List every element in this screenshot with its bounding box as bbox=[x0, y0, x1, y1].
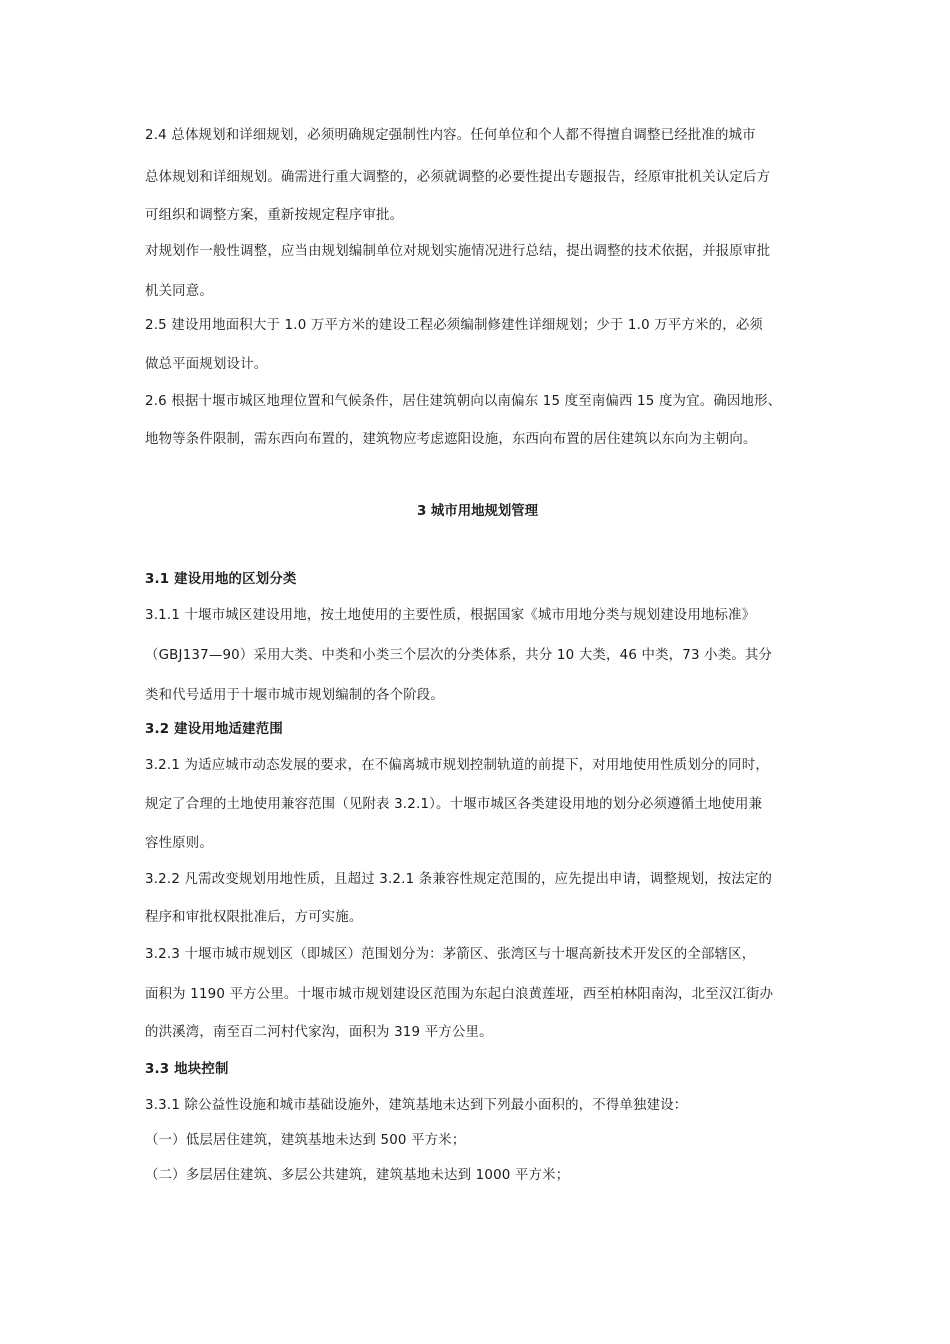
paragraph-2-4-line-3: 可组织和调整方案，重新按规定程序审批。 bbox=[145, 208, 404, 223]
paragraph-2-6-line-2: 地物等条件限制，需东西向布置的，建筑物应考虑遮阳设施，东西向布置的居住建筑以东向为主朝向。 bbox=[145, 432, 757, 447]
section-3-1-heading: 3.1 建设用地的区划分类 bbox=[145, 572, 297, 587]
section-3-3-heading: 3.3 地块控制 bbox=[145, 1062, 229, 1077]
paragraph-3-2-1-line-3: 容性原则。 bbox=[145, 836, 213, 851]
paragraph-3-2-1-line-1: 3.2.1 为适应城市动态发展的要求，在不偏离城市规划控制轨道的前提下，对用地使用性质划分的同时， bbox=[145, 758, 769, 773]
paragraph-3-2-2-line-2: 程序和审批权限批准后，方可实施。 bbox=[145, 910, 363, 925]
paragraph-3-2-2-line-1: 3.2.2 凡需改变规划用地性质，且超过 3.2.1 条兼容性规定范围的，应先提出申请，调整规划，按法定的 bbox=[145, 872, 773, 887]
paragraph-2-4-line-2: 总体规划和详细规划。确需进行重大调整的，必须就调整的必要性提出专题报告，经原审批机关认定后方 bbox=[145, 170, 771, 185]
section-3-2-heading: 3.2 建设用地适建范围 bbox=[145, 722, 283, 737]
paragraph-3-2-1-line-2: 规定了合理的土地使用兼容范围（见附表 3.2.1）。十堰市城区各类建设用地的划分必须遵循土地使用兼 bbox=[145, 797, 763, 812]
paragraph-2-5-line-1: 2.5 建设用地面积大于 1.0 万平方米的建设工程必须编制修建性详细规划；少于 1.0 万平方米的，必须 bbox=[145, 318, 764, 333]
paragraph-adjust-line-1: 对规划作一般性调整，应当由规划编制单位对规划实施情况进行总结，提出调整的技术依据，并报原审批 bbox=[145, 244, 771, 259]
paragraph-2-6-line-1: 2.6 根据十堰市城区地理位置和气候条件，居住建筑朝向以南偏东 15 度至南偏西 15 度为宜。确因地形、 bbox=[145, 394, 782, 409]
paragraph-3-2-3-line-2: 面积为 1190 平方公里。十堰市城市规划建设区范围为东起白浪黄莲垭，西至柏林阳南沟，北至汉江街办 bbox=[145, 987, 774, 1002]
paragraph-3-2-3-line-1: 3.2.3 十堰市城市规划区（即城区）范围划分为：茅箭区、张湾区与十堰高新技术开发区的全部辖区， bbox=[145, 947, 756, 962]
paragraph-3-1-1-line-3: 类和代号适用于十堰市城市规划编制的各个阶段。 bbox=[145, 688, 444, 703]
paragraph-2-5-line-2: 做总平面规划设计。 bbox=[145, 357, 268, 372]
list-item-1: （一）低层居住建筑，建筑基地未达到 500 平方米； bbox=[145, 1133, 466, 1148]
paragraph-3-3-1: 3.3.1 除公益性设施和城市基础设施外，建筑基地未达到下列最小面积的，不得单独建设： bbox=[145, 1098, 688, 1113]
paragraph-3-2-3-line-3: 的洪溪湾，南至百二河村代家沟，面积为 319 平方公里。 bbox=[145, 1025, 493, 1040]
paragraph-adjust-line-2: 机关同意。 bbox=[145, 284, 213, 299]
list-item-2: （二）多层居住建筑、多层公共建筑，建筑基地未达到 1000 平方米； bbox=[145, 1168, 570, 1183]
paragraph-3-1-1-line-1: 3.1.1 十堰市城区建设用地，按土地使用的主要性质，根据国家《城市用地分类与规划建设用地标准》 bbox=[145, 608, 756, 623]
chapter-3-heading: 3 城市用地规划管理 bbox=[416, 504, 539, 519]
paragraph-2-4-line-1: 2.4 总体规划和详细规划，必须明确规定强制性内容。任何单位和个人都不得擅自调整已经批准的城市 bbox=[145, 128, 756, 143]
paragraph-3-1-1-line-2: （GBJ137—90）采用大类、中类和小类三个层次的分类体系，共分 10 大类，46 中类，73 小类。其分 bbox=[145, 648, 773, 663]
